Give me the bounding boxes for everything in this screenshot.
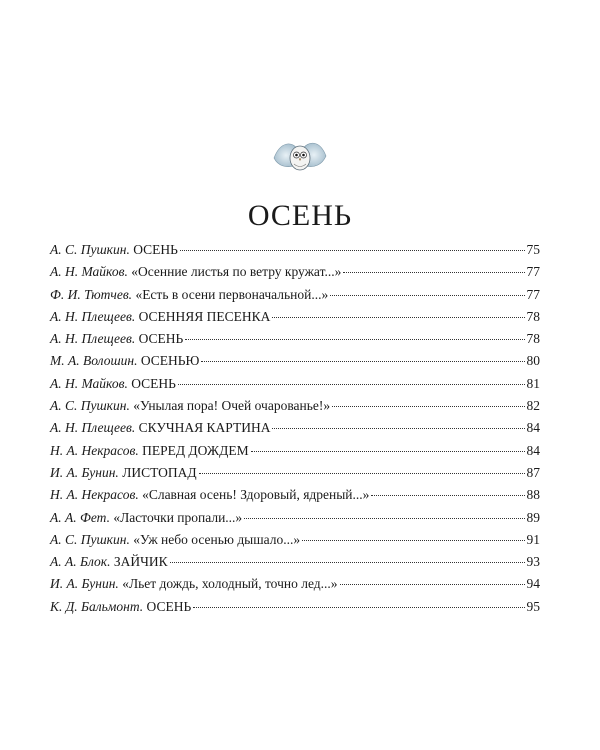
toc-page-number: 77: [526, 286, 540, 302]
toc-author: А. Н. Плещеев.: [50, 420, 136, 436]
dot-leader: [251, 451, 525, 452]
toc-entry[interactable]: [50, 328, 540, 350]
toc-page-number: 81: [526, 375, 540, 391]
toc-entry[interactable]: [50, 239, 540, 261]
toc-title: «Ласточки пропали...»: [113, 509, 243, 525]
toc-author: И. А. Бунин.: [50, 464, 119, 480]
toc-title: «Уж небо осенью дышало...»: [133, 531, 301, 547]
toc-author: Ф. И. Тютчев.: [50, 286, 133, 302]
toc-author: К. Д. Бальмонт.: [50, 598, 144, 614]
toc-author: А. Н. Плещеев.: [50, 308, 136, 324]
toc-title: ОСЕНЬ: [146, 598, 192, 614]
toc-title: «Осенние листья по ветру кружат...»: [131, 264, 342, 280]
dot-leader: [330, 295, 524, 296]
toc-entry[interactable]: [50, 306, 540, 328]
toc-title: ОСЕНЬЮ: [140, 353, 200, 369]
dot-leader: [244, 518, 524, 519]
toc-page-number: 80: [526, 353, 540, 369]
toc-entry[interactable]: [50, 507, 540, 529]
toc-author: А. А. Блок.: [50, 554, 111, 570]
toc-page-number: 95: [526, 598, 540, 614]
toc-entry[interactable]: [50, 284, 540, 306]
dot-leader: [302, 540, 524, 541]
toc-page-number: 82: [526, 398, 540, 414]
toc-page-number: 75: [526, 242, 540, 257]
toc-entry[interactable]: [50, 529, 540, 551]
toc-title: «Славная осень! Здоровый, ядреный...»: [142, 487, 370, 503]
toc-author: А. Н. Майков.: [50, 375, 128, 391]
dot-leader: [371, 495, 524, 496]
toc-entry[interactable]: [50, 551, 540, 573]
toc-author: А. Н. Майков.: [50, 264, 128, 280]
owl-icon: [270, 128, 330, 184]
toc-entry[interactable]: [50, 573, 540, 595]
toc-title: ОСЕННЯЯ ПЕСЕНКА: [138, 308, 271, 324]
dot-leader: [170, 562, 525, 563]
toc-title: «Льет дождь, холодный, точно лед...»: [122, 576, 338, 592]
toc-page-number: 77: [526, 264, 540, 280]
table-of-contents: [50, 239, 540, 618]
toc-title: СКУЧНАЯ КАРТИНА: [138, 420, 271, 436]
dot-leader: [178, 384, 525, 385]
toc-entry[interactable]: [50, 484, 540, 506]
toc-author: А. С. Пушкин.: [50, 531, 130, 547]
dot-leader: [193, 607, 524, 608]
dot-leader: [340, 584, 525, 585]
dot-leader: [201, 361, 524, 362]
toc-title: ОСЕНЬ: [131, 375, 176, 391]
toc-entry[interactable]: [50, 417, 540, 439]
toc-author: А. С. Пушкин.: [50, 242, 130, 257]
toc-title: ОСЕНЬ: [138, 331, 184, 347]
dot-leader: [185, 339, 524, 340]
dot-leader: [272, 317, 524, 318]
dot-leader: [332, 406, 524, 407]
toc-title: ОСЕНЬ: [133, 242, 178, 257]
toc-page-number: 93: [526, 554, 540, 570]
toc-page-number: 87: [526, 464, 540, 480]
toc-page-number: 89: [526, 509, 540, 525]
dot-leader: [180, 250, 525, 251]
toc-entry[interactable]: [50, 350, 540, 372]
toc-author: Н. А. Некрасов.: [50, 487, 139, 503]
toc-page-number: 78: [526, 331, 540, 347]
toc-page-number: 84: [526, 420, 540, 436]
toc-page-number: 84: [526, 442, 540, 458]
toc-entry[interactable]: [50, 462, 540, 484]
dot-leader: [272, 428, 524, 429]
toc-author: М. А. Волошин.: [50, 353, 138, 369]
toc-entry[interactable]: [50, 373, 540, 395]
toc-page-number: 91: [526, 531, 540, 547]
toc-author: А. Н. Плещеев.: [50, 331, 136, 347]
toc-title: «Есть в осени первоначальной...»: [135, 286, 329, 302]
toc-page-number: 88: [526, 487, 540, 503]
section-title: ОСЕНЬ: [247, 199, 353, 232]
toc-title: ПЕРЕД ДОЖДЕМ: [142, 442, 249, 458]
toc-page-number: 78: [526, 308, 540, 324]
toc-author: А. С. Пушкин.: [50, 398, 130, 414]
toc-title: «Унылая пора! Очей очарованье!»: [133, 398, 331, 414]
toc-entry[interactable]: [50, 440, 540, 462]
toc-entry[interactable]: [50, 395, 540, 417]
toc-author: А. А. Фет.: [50, 509, 110, 525]
dot-leader: [343, 272, 524, 273]
toc-entry[interactable]: [50, 261, 540, 283]
dot-leader: [199, 473, 525, 474]
toc-title: ЛИСТОПАД: [122, 464, 197, 480]
toc-author: Н. А. Некрасов.: [50, 442, 139, 458]
toc-title: ЗАЙЧИК: [113, 554, 168, 570]
toc-page-number: 94: [526, 576, 540, 592]
toc-entry[interactable]: [50, 596, 540, 618]
toc-author: И. А. Бунин.: [50, 576, 119, 592]
